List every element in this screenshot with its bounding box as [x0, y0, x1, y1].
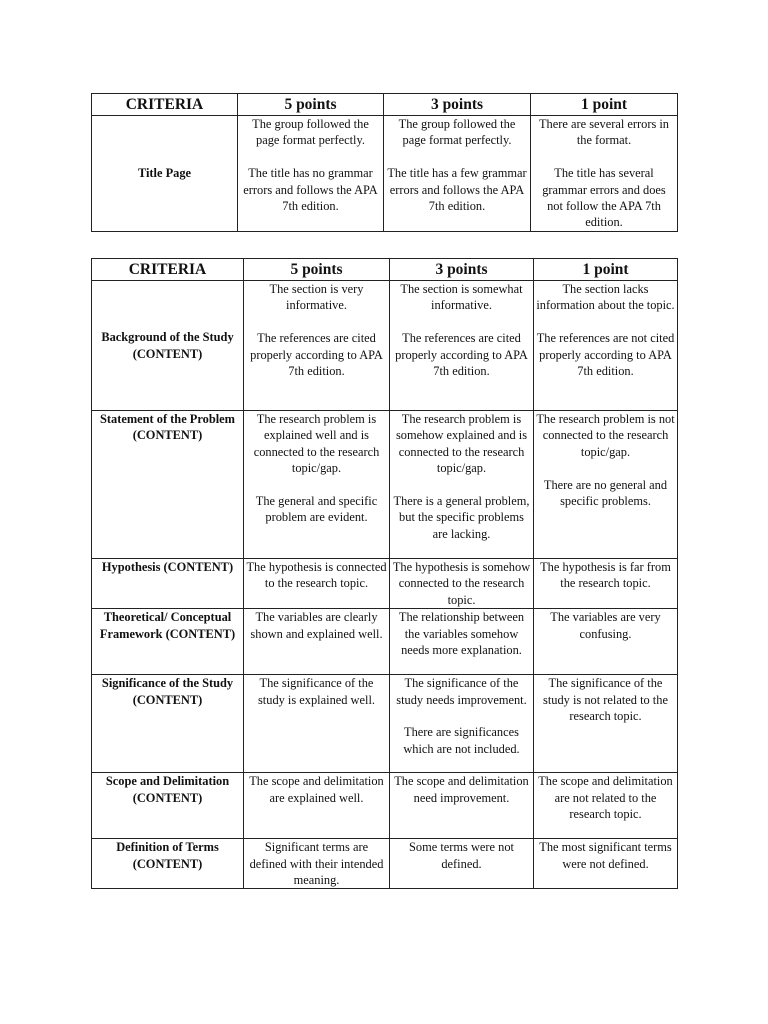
table-row: [92, 773, 678, 839]
header-3-points: 3 points: [390, 259, 534, 281]
criteria-cell: Significance of the Study (CONTENT): [92, 675, 244, 773]
table-row: [92, 839, 678, 889]
score-cell-3: The research problem is somehow explained and is connected to the research topic/gap. There is a general problem, but the specific problems are lacking.: [390, 411, 534, 559]
header-criteria: CRITERIA: [92, 94, 238, 116]
score-cell-1: The research problem is not connected to the research topic/gap. There are no general and specific problems.: [534, 411, 678, 559]
criteria-cell: Definition of Terms (CONTENT): [92, 839, 244, 889]
score-cell-5: The research problem is explained well and is connected to the research topic/gap. The general and specific problem are evident.: [244, 411, 390, 559]
header-5-points: 5 points: [244, 259, 390, 281]
table-header-row: [92, 94, 678, 116]
score-cell-5: Significant terms are defined with their intended meaning.: [244, 839, 390, 889]
score-cell-5: The group followed the page format perfectly. The title has no grammar errors and follows the APA 7th edition.: [238, 116, 384, 232]
header-3-points: 3 points: [384, 94, 531, 116]
score-cell-1: The significance of the study is not related to the research topic.: [534, 675, 678, 773]
table-row: [92, 281, 678, 411]
score-cell-3: The significance of the study needs improvement. There are significances which are not included.: [390, 675, 534, 773]
score-cell-3: The section is somewhat informative. The references are cited properly according to APA 7th edition.: [390, 281, 534, 411]
table-row: [92, 411, 678, 559]
score-cell-3: Some terms were not defined.: [390, 839, 534, 889]
score-cell-1: The most significant terms were not defined.: [534, 839, 678, 889]
score-cell-5: The section is very informative. The references are cited properly according to APA 7th edition.: [244, 281, 390, 411]
table-header-row: [92, 259, 678, 281]
score-cell-3: The group followed the page format perfectly. The title has a few grammar errors and follows the APA 7th edition.: [384, 116, 531, 232]
score-cell-3: The scope and delimitation need improvement.: [390, 773, 534, 839]
score-cell-5: The significance of the study is explained well.: [244, 675, 390, 773]
header-1-point: 1 point: [531, 94, 678, 116]
header-criteria: CRITERIA: [92, 259, 244, 281]
score-cell-1: The hypothesis is far from the research topic.: [534, 559, 678, 609]
table-row: [92, 609, 678, 675]
criteria-cell: Title Page: [92, 116, 238, 232]
criteria-cell: Scope and Delimitation (CONTENT): [92, 773, 244, 839]
score-cell-5: The scope and delimitation are explained well.: [244, 773, 390, 839]
score-cell-3: The hypothesis is somehow connected to the research topic.: [390, 559, 534, 609]
table-row: [92, 116, 678, 232]
criteria-cell: Hypothesis (CONTENT): [92, 559, 244, 609]
header-5-points: 5 points: [238, 94, 384, 116]
score-cell-1: The variables are very confusing.: [534, 609, 678, 675]
criteria-cell: Background of the Study (CONTENT): [92, 281, 244, 411]
score-cell-5: The variables are clearly shown and explained well.: [244, 609, 390, 675]
content-rubric-table: [91, 258, 678, 889]
table-row: [92, 559, 678, 609]
score-cell-3: The relationship between the variables somehow needs more explanation.: [390, 609, 534, 675]
score-cell-1: The section lacks information about the topic. The references are not cited properly according to APA 7th edition.: [534, 281, 678, 411]
score-cell-1: The scope and delimitation are not related to the research topic.: [534, 773, 678, 839]
criteria-cell: Statement of the Problem (CONTENT): [92, 411, 244, 559]
score-cell-5: The hypothesis is connected to the research topic.: [244, 559, 390, 609]
title-page-rubric-table: [91, 93, 678, 232]
criteria-cell: Theoretical/ Conceptual Framework (CONTENT): [92, 609, 244, 675]
header-1-point: 1 point: [534, 259, 678, 281]
score-cell-1: There are several errors in the format. The title has several grammar errors and does not follow the APA 7th edition.: [531, 116, 678, 232]
table-row: [92, 675, 678, 773]
